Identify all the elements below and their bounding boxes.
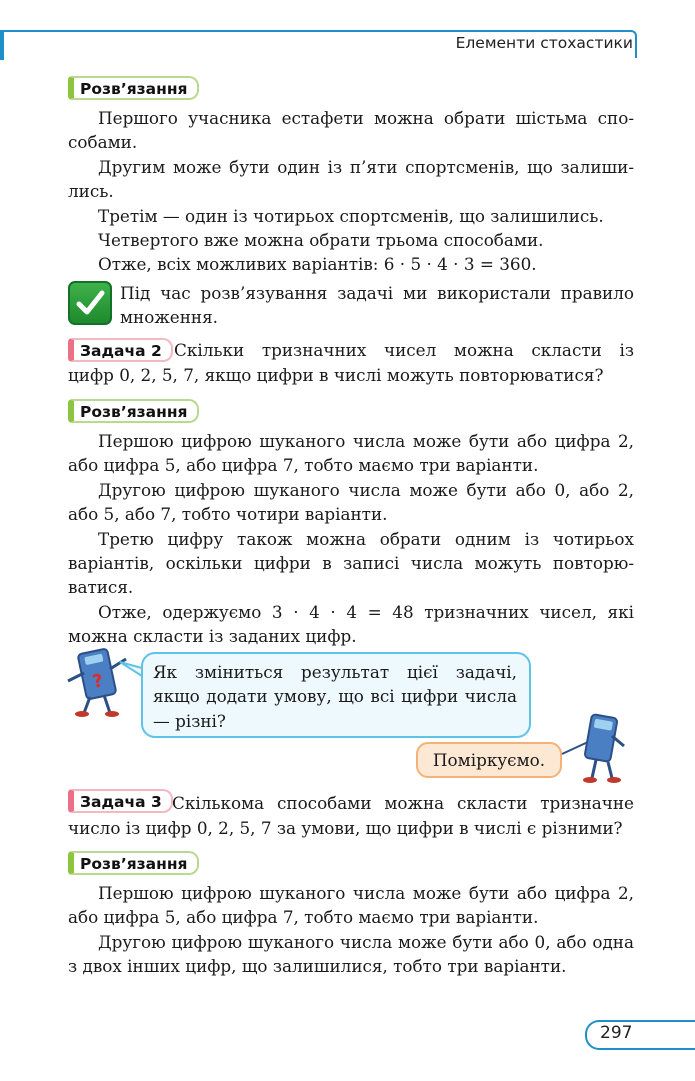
solution-tag-3: Розв’язання [68, 851, 199, 875]
svg-text:?: ? [90, 670, 106, 693]
solution-tag-1: Розв’язання [68, 76, 199, 100]
checkmark-icon [68, 281, 112, 325]
solution-2-paragraph: Другою цифрою шуканого числа може бути або 0, або 2, або 5, або 7, тобто чотири варіанти. [68, 479, 634, 525]
solution-1-paragraph: Третім — один із чотирьох спортсменів, що залишились. [98, 205, 604, 226]
task-2-text-line1: Скільки тризначних чисел можна скласти із [174, 340, 634, 360]
solution-1-paragraph: Четвертого вже можна обрати трьома способами. [98, 230, 544, 251]
task-3-text-line1: Скількома способами можна скласти тризначне [172, 793, 634, 813]
solution-2-paragraph: Третю цифру також можна обрати одним із чотирьох варіантів, оскільки цифри в записі числа можуть повторюватися. [68, 528, 634, 598]
robot-question-icon [64, 645, 134, 717]
rule-note: Під час розв’язування задачі ми використали правило множення. [120, 283, 634, 328]
solution-1-text [68, 106, 634, 277]
answer-bubble: Поміркуємо. [416, 742, 562, 778]
solution-3-paragraph: Другою цифрою шуканого числа може бути або 0, або одна з двох інших цифр, що залишилися, тобто три варіанти. [68, 931, 634, 977]
solution-tag-2: Розв’язання [68, 399, 199, 423]
solution-2-text [68, 429, 634, 649]
chapter-title: Елементи стохастики [455, 34, 633, 52]
task-2-text-line2: цифр 0, 2, 5, 7, якщо цифри в числі можуть повторюватися? [68, 365, 604, 385]
solution-2-paragraph: Першою цифрою шуканого числа може бути або цифра 2, або цифра 5, або цифра 7, тобто маємо три варіанти. [68, 431, 634, 476]
question-bubble [141, 652, 531, 738]
page-number: 297 [600, 1023, 633, 1043]
solution-3-text [68, 881, 634, 979]
solution-1-paragraph: Отже, всіх можливих варіантів: 6 · 5 · 4 · 3 = 360. [98, 254, 537, 275]
task-3-text-line2: число із цифр 0, 2, 5, 7 за умови, що цифри в числі є різними? [68, 818, 623, 838]
solution-3-paragraph: Першою цифрою шуканого числа може бути або цифра 2, або цифра 5, або цифра 7, тобто маємо три варіанти. [68, 883, 634, 928]
task-2-tag: Задача 2 [68, 338, 173, 362]
solution-1-paragraph: Першого учасника естафети можна обрати шістьма способами. [68, 108, 634, 153]
robot-thinking-icon [560, 712, 630, 784]
question-text: Як зміниться результат цієї задачі, якщо додати умову, що всі цифри числа — різні? [153, 662, 517, 731]
solution-1-paragraph: Другим може бути один із п’яти спортсменів, що залишились. [68, 156, 634, 202]
solution-2-paragraph: Отже, одержуємо 3 · 4 · 4 = 48 тризначних чисел, які можна скласти із заданих цифр. [68, 601, 634, 647]
task-3-tag: Задача 3 [68, 789, 173, 813]
